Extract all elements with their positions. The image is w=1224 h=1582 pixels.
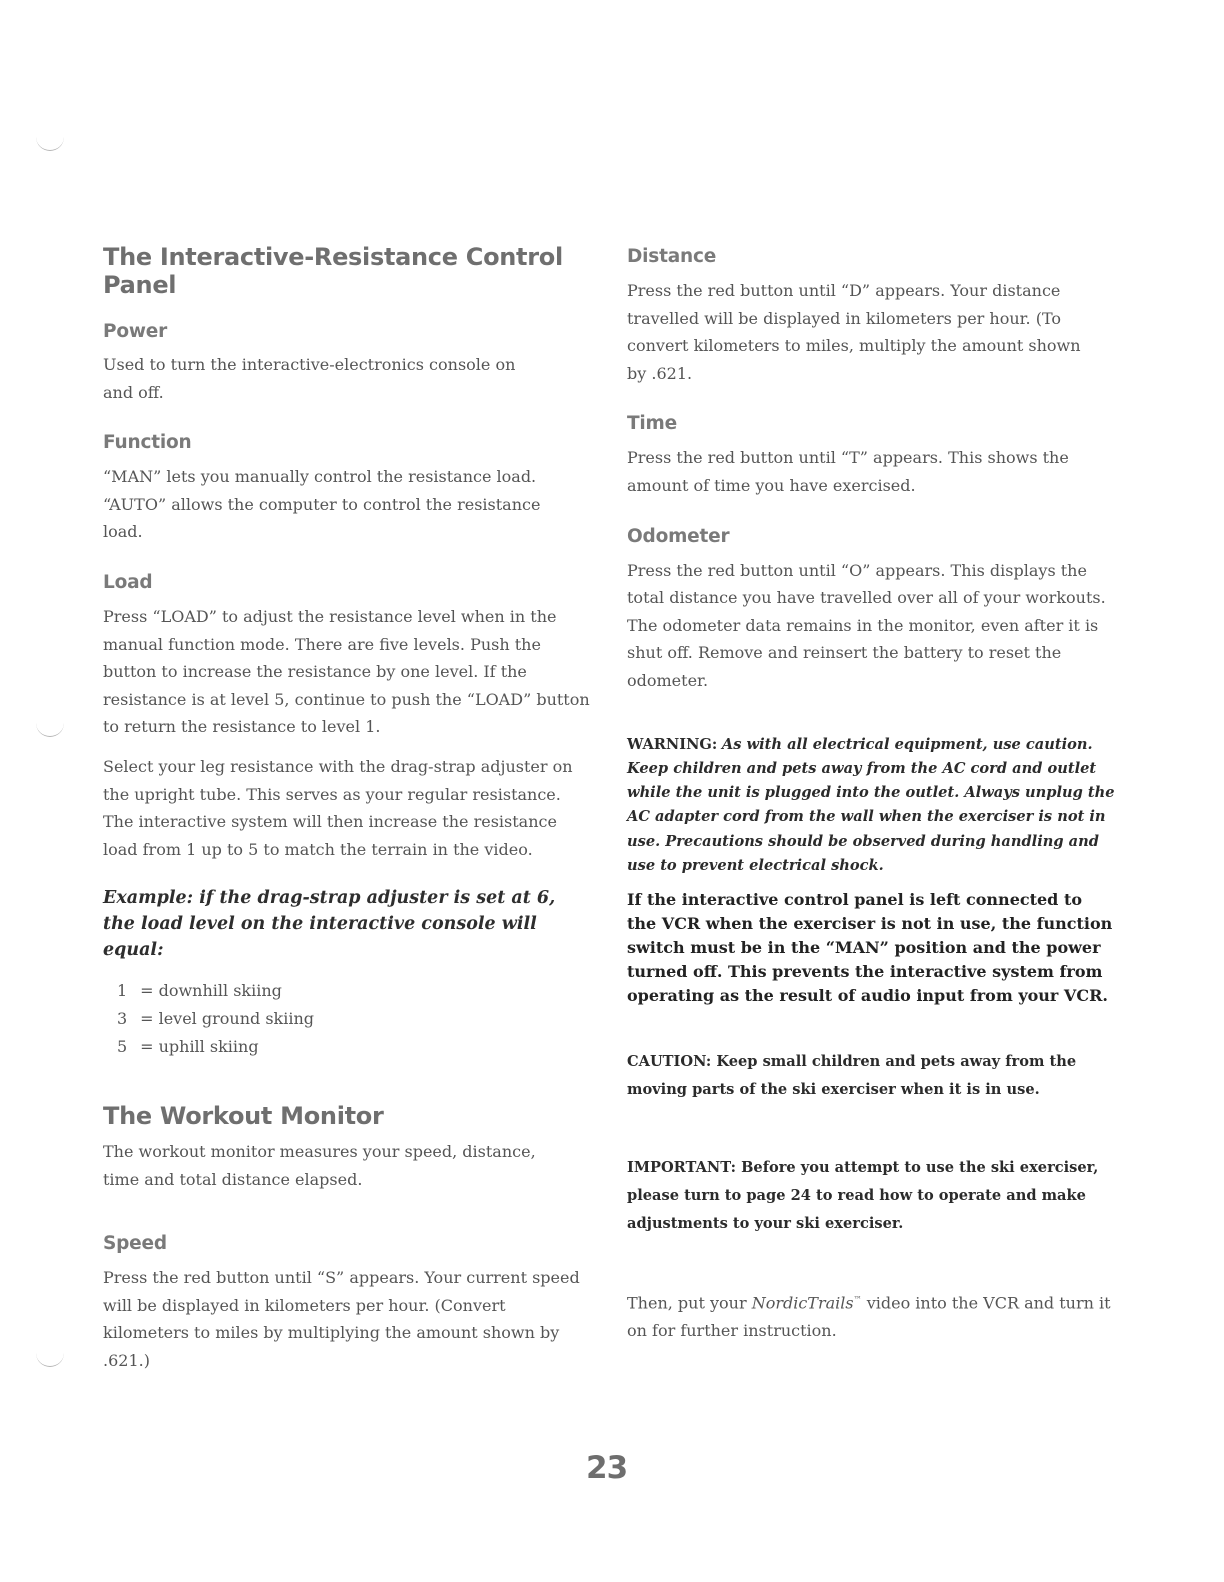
workout-monitor-body: The workout monitor measures your speed, distance, time and total distance elapsed.	[103, 1142, 536, 1189]
power-heading: Power	[103, 321, 168, 342]
binding-mark	[36, 722, 64, 737]
leg-resistance-body: Select your leg resistance with the drag-strap adjuster on the upright tube. This serves as your regular resistance. The interactive system will then increase the resistance load from 1 up to 5 to match the terrain in the video.	[103, 756, 573, 859]
binding-mark	[36, 136, 64, 151]
example-note: Example: if the drag-strap adjuster is set at 6, the load level on the interactive console will equal:	[103, 888, 556, 961]
resistance-level-list	[103, 977, 591, 1060]
workout-monitor-title: The Workout Monitor	[103, 1102, 384, 1131]
distance-heading: Distance	[627, 246, 717, 267]
odometer-body: Press the red button until “O” appears. This displays the total distance you have travelled over all of your workouts. The odometer data remains in the monitor, even after it is shut off. Remove and reinsert the battery to reset the odometer.	[627, 560, 1106, 690]
power-body: Used to turn the interactive-electronics console on and off.	[103, 355, 516, 402]
speed-body: Press the red button until “S” appears. Your current speed will be displayed in kilometers per hour. (Convert kilometers to miles by multiplying the amount shown by .621.)	[103, 1268, 580, 1371]
binding-mark	[36, 1352, 64, 1367]
brand-name: NordicTrails	[751, 1293, 854, 1313]
warning-notice: WARNING: As with all electrical equipment, use caution. Keep children and pets away from the AC cord and outlet while the unit is plugged into the outlet. Always unplug the AC adapter cord from the wall when the exerciser is not in use. Precautions should be observed during handling and use to prevent electrical shock.	[627, 735, 1115, 875]
list-item: 1 = downhill skiing	[117, 981, 282, 1001]
function-heading: Function	[103, 432, 192, 454]
list-item: 5 = uphill skiing	[117, 1036, 259, 1056]
caution-notice: CAUTION: Keep small children and pets away from the moving parts of the ski exerciser when it is in use.	[627, 1053, 1077, 1099]
closing-instruction: Then, put your NordicTrails™ video into the VCR and turn it on for further instruction.	[627, 1293, 1111, 1341]
left-column	[103, 238, 591, 1375]
load-heading: Load	[103, 571, 153, 593]
right-column	[627, 238, 1115, 1345]
distance-body: Press the red button until “D” appears. Your distance travelled will be displayed in kilometers per hour. (To convert kilometers to miles, multiply the amount shown by .621.	[627, 281, 1081, 383]
page-number: 23	[586, 1450, 628, 1486]
time-heading: Time	[627, 413, 677, 435]
important-notice: IMPORTANT: Before you attempt to use the ski exerciser, please turn to page 24 to read how to operate and make adjustments to your ski exerciser.	[627, 1159, 1099, 1233]
vcr-note: If the interactive control panel is left connected to the VCR when the exerciser is not in use, the function switch must be in the “MAN” position and the power turned off. This prevents the interactive system from operating as the result of audio input from your VCR.	[627, 890, 1113, 1006]
control-panel-title: The Interactive-Resistance Control Panel	[103, 243, 563, 299]
odometer-heading: Odometer	[627, 525, 730, 547]
list-item: 3 = level ground skiing	[117, 1008, 315, 1028]
speed-heading: Speed	[103, 1233, 167, 1255]
function-body: “MAN” lets you manually control the resistance load. “AUTO” allows the computer to control the resistance load.	[103, 467, 541, 542]
time-body: Press the red button until “T” appears. This shows the amount of time you have exercised.	[627, 448, 1069, 495]
load-body: Press “LOAD” to adjust the resistance level when in the manual function mode. There are five levels. Push the button to increase the resistance by one level. If the resistance is at level 5, continue to push the “LOAD” button to return the resistance to level 1.	[103, 606, 590, 737]
